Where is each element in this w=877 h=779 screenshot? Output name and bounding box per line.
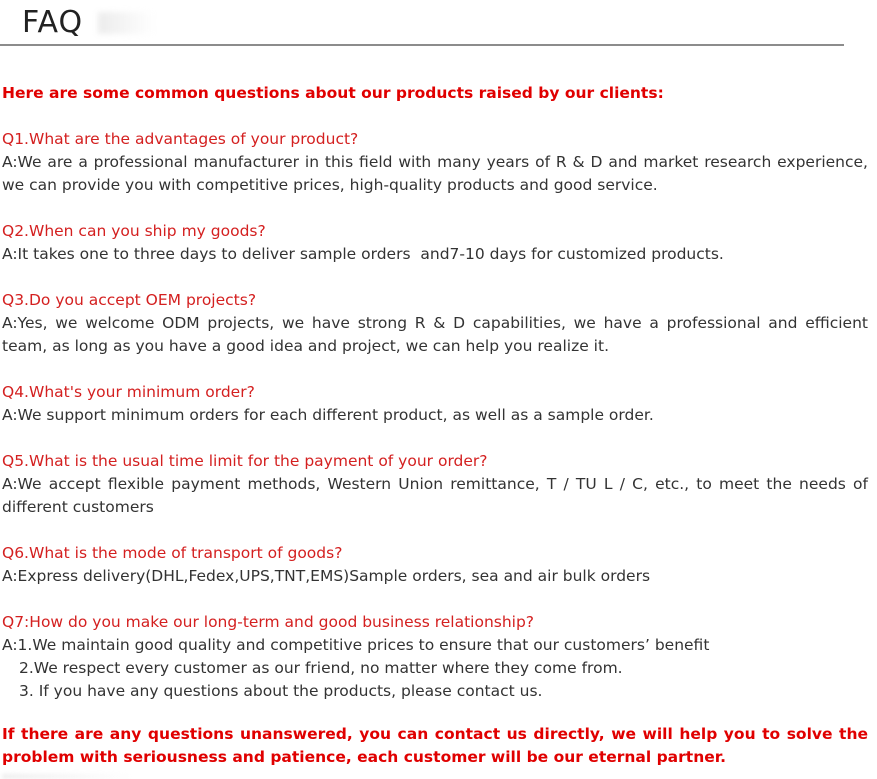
- faq-answer: A:We are a professional manufacturer in this field with many years of R & D and market research experience, we can provide you with competitive prices, high-quality products and good service.: [2, 153, 868, 194]
- faq-question: Q6.What is the mode of transport of goods?: [2, 544, 343, 562]
- faq-question: Q4.What's your minimum order?: [2, 383, 255, 401]
- faq-answer: A:Yes, we welcome ODM projects, we have strong R & D capabilities, we have a professional and efficient team, as long as you have a good idea and project, we can help you realize it.: [2, 314, 868, 355]
- faq-question: Q3.Do you accept OEM projects?: [2, 291, 257, 309]
- faq-answer: A:Express delivery(DHL,Fedex,UPS,TNT,EMS)Sample orders, sea and air bulk orders: [2, 567, 651, 585]
- faq-question: Q5.What is the usual time limit for the payment of your order?: [2, 452, 488, 470]
- faq-content: [2, 82, 868, 769]
- faq-item-7: [2, 611, 868, 703]
- faq-question: Q2.When can you ship my goods?: [2, 222, 266, 240]
- page-title: FAQ: [22, 5, 84, 40]
- faq-answer: A:1.We maintain good quality and competitive prices to ensure that our customers’ benefit: [2, 636, 710, 654]
- faq-question: Q7:How do you make our long-term and good business relationship?: [2, 613, 535, 631]
- faq-item-5: [2, 450, 868, 519]
- faq-outro: If there are any questions unanswered, you can contact us directly, we will help you to solve the problem with seriousness and patience, each customer will be our eternal partner.: [2, 725, 868, 766]
- faq-intro: Here are some common questions about our products raised by our clients:: [2, 84, 664, 102]
- faq-answer: A:We support minimum orders for each different product, as well as a sample order.: [2, 406, 654, 424]
- faq-question: Q1.What are the advantages of your product?: [2, 130, 359, 148]
- title-fade-decoration: [98, 12, 154, 34]
- faq-answer: A:It takes one to three days to deliver sample orders and7-10 days for customized products.: [2, 245, 724, 263]
- faq-header: [0, 0, 877, 50]
- faq-item-2: [2, 220, 868, 266]
- faq-answer-point: 3. If you have any questions about the products, please contact us.: [19, 682, 543, 700]
- faq-item-3: [2, 289, 868, 358]
- faq-item-6: [2, 542, 868, 588]
- header-divider: [0, 44, 844, 46]
- faq-answer: A:We accept flexible payment methods, Western Union remittance, T / TU L / C, etc., to meet the needs of different customers: [2, 475, 868, 516]
- faq-item-4: [2, 381, 868, 427]
- faq-item-1: [2, 128, 868, 197]
- bottom-fade-decoration: [2, 774, 132, 779]
- faq-answer-point: 2.We respect every customer as our friend, no matter where they come from.: [19, 659, 623, 677]
